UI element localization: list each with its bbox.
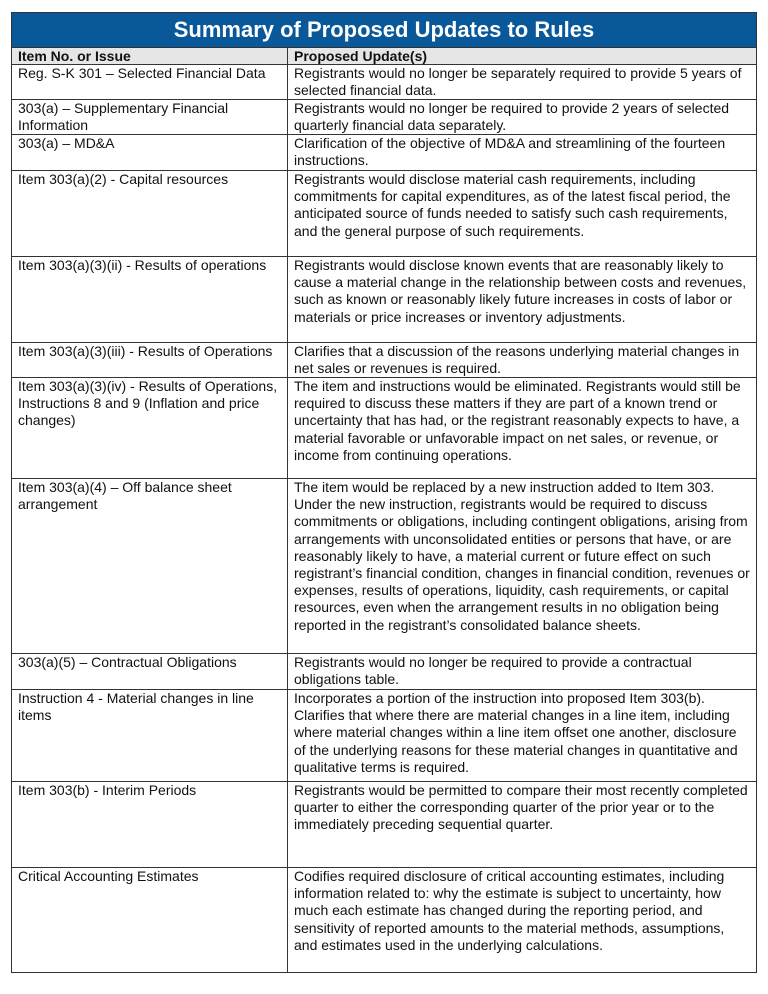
item-cell: Item 303(a)(4) – Off balance sheet arrangement (12, 479, 288, 653)
table-row (12, 65, 756, 100)
update-cell: Codifies required disclosure of critical accounting estimates, including information related to: why the estimate is subject to uncertainty, how much each estimate has changed during the reporting period, and sensitivity of reported amounts to the material methods, assumptions, and estimates used in the underlying calculations. (294, 868, 725, 953)
item-cell: Critical Accounting Estimates (12, 868, 288, 972)
table-row (12, 171, 756, 257)
update-cell: Clarification of the objective of MD&A and streamlining of the fourteen instructions. (294, 135, 726, 169)
update-cell: Registrants would no longer be required to provide 2 years of selected quarterly financial data separately. (294, 100, 730, 134)
update-cell: The item and instructions would be eliminated. Registrants would still be required to discuss these matters if they are part of a known trend or uncertainty that has had, or the registrant reasonably expects to have, a material favorable or unfavorable impact on net sales, or revenue, or income from continuing operations. (294, 378, 741, 463)
update-cell: Registrants would disclose known events that are reasonably likely to cause a material change in the relationship between costs and revenues, such as known or reasonably likely future increases in costs of labor or materials or price increases or inventory adjustments. (294, 257, 747, 325)
item-cell: 303(a)(5) – Contractual Obligations (12, 654, 288, 689)
item-cell: Reg. S-K 301 – Selected Financial Data (12, 65, 288, 99)
update-cell: Registrants would no longer be separately required to provide 5 years of selected financial data. (294, 65, 742, 99)
update-cell: Registrants would no longer be required to provide a contractual obligations table. (294, 654, 692, 688)
item-cell: 303(a) – MD&A (12, 135, 288, 170)
item-cell: Item 303(a)(3)(iii) - Results of Operations (12, 343, 288, 377)
summary-table (11, 12, 757, 973)
item-cell: Item 303(b) - Interim Periods (12, 782, 288, 867)
table-row (12, 479, 756, 654)
header-row (12, 48, 756, 65)
table-row (12, 782, 756, 868)
update-cell: Registrants would disclose material cash requirements, including commitments for capital expenditures, as of the latest fiscal period, the anticipated source of funds needed to satisfy such cash requirements, and the general purpose of such requirements. (294, 171, 731, 239)
table-row (12, 100, 756, 135)
update-cell: Incorporates a portion of the instruction into proposed Item 303(b). Clarifies that where there are material changes in a line item, including where material changes within a line item offset one another, disclosure of the underlying reasons for these material changes in quantitative and qualitative terms is required. (294, 690, 738, 775)
table-row (12, 868, 756, 972)
update-cell: Clarifies that a discussion of the reasons underlying material changes in net sales or revenues is required. (294, 343, 740, 377)
item-cell: Item 303(a)(3)(iv) - Results of Operations, Instructions 8 and 9 (Inflation and price changes) (12, 378, 288, 478)
table-row (12, 135, 756, 171)
item-cell: Item 303(a)(3)(ii) - Results of operations (12, 257, 288, 342)
header-update: Proposed Update(s) (294, 48, 428, 64)
table-row (12, 343, 756, 378)
update-cell: The item would be replaced by a new instruction added to Item 303. Under the new instruction, registrants would be required to discuss commitments or obligations, including contingent obligations, arising from arrangements with unconsolidated entities or persons that have, or are reasonably likely to have, a material current or future effect on such registrant’s financial condition, changes in financial condition, revenues or expenses, results of operations, liquidity, cash requirements, or capital resources, even when the arrangement results in no obligation being reported in the registrant’s consolidated balance sheets. (294, 479, 750, 633)
table-row (12, 654, 756, 690)
table-row (12, 378, 756, 479)
update-cell: Registrants would be permitted to compare their most recently completed quarter to either the corresponding quarter of the prior year or to the immediately preceding sequential quarter. (294, 782, 748, 833)
item-cell: Instruction 4 - Material changes in line items (12, 690, 288, 781)
item-cell: 303(a) – Supplementary Financial Information (12, 100, 288, 134)
header-item: Item No. or Issue (12, 48, 288, 64)
table-title: Summary of Proposed Updates to Rules (12, 13, 756, 48)
item-cell: Item 303(a)(2) - Capital resources (12, 171, 288, 256)
table-row (12, 690, 756, 782)
table-row (12, 257, 756, 343)
